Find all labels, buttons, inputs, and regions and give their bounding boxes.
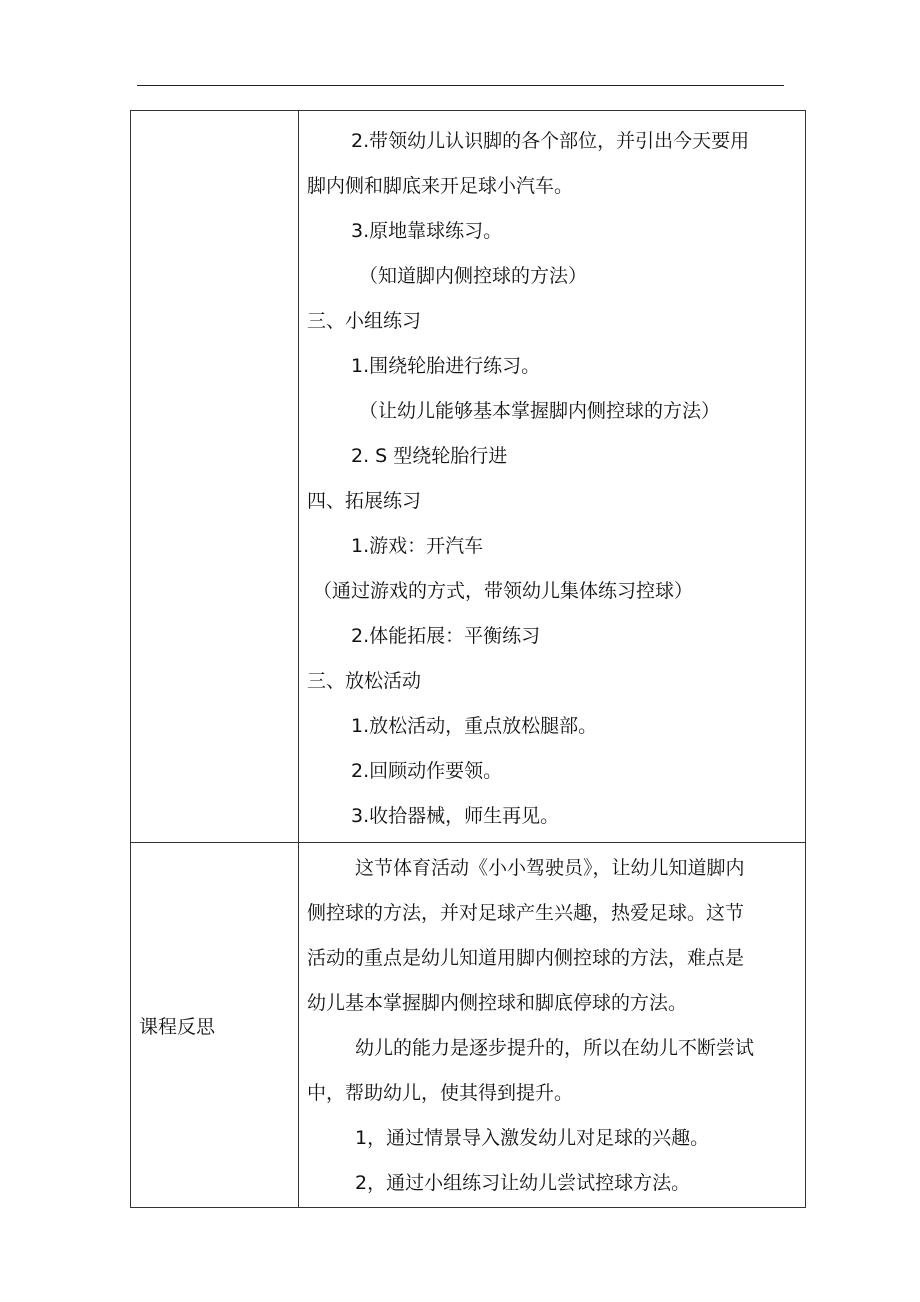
text-line: 1，通过情景导入激发幼儿对足球的兴趣。 — [355, 1127, 710, 1149]
text-line: 2.带领幼儿认识脚的各个部位，并引出今天要用 — [351, 130, 750, 152]
text-line: 这节体育活动《小小驾驶员》，让幼儿知道脚内 — [355, 857, 745, 879]
reflection-content — [299, 843, 805, 1207]
text-line: （让幼儿能够基本掌握脚内侧控球的方法） — [359, 400, 721, 422]
text-line: 脚内侧和脚底来开足球小汽车。 — [307, 175, 574, 197]
text-line: 2.体能拓展：平衡练习 — [351, 625, 541, 647]
text-line: 侧控球的方法，并对足球产生兴趣，热爱足球。这节 — [307, 902, 745, 924]
text-line: 1.围绕轮胎进行练习。 — [351, 355, 541, 377]
text-line: 3.原地靠球练习。 — [351, 220, 503, 242]
text-line: 幼儿基本掌握脚内侧控球和脚底停球的方法。 — [307, 992, 688, 1014]
text-line: 2. S 型绕轮胎行进 — [351, 445, 508, 467]
section-heading: 四、拓展练习 — [307, 490, 422, 512]
table-row-reflection — [131, 842, 805, 1207]
text-line: （通过游戏的方式，带领幼儿集体练习控球） — [313, 580, 694, 602]
row-label-reflection: 课程反思 — [131, 843, 299, 1207]
text-line: （知道脚内侧控球的方法） — [359, 265, 588, 287]
text-line: 1.放松活动，重点放松腿部。 — [351, 715, 598, 737]
text-line: 中，帮助幼儿，使其得到提升。 — [307, 1082, 574, 1104]
process-content — [299, 111, 805, 842]
text-line: 幼儿的能力是逐步提升的，所以在幼儿不断尝试 — [355, 1037, 755, 1059]
table-row-process — [131, 111, 805, 842]
text-line: 2，通过小组练习让幼儿尝试控球方法。 — [355, 1172, 691, 1194]
text-line: 1.游戏：开汽车 — [351, 535, 484, 557]
lesson-table — [130, 110, 806, 1208]
text-line: 3.收拾器械，师生再见。 — [351, 805, 560, 827]
section-heading: 三、放松活动 — [307, 670, 422, 692]
text-line: 2.回顾动作要领。 — [351, 760, 503, 782]
row-label-empty — [131, 111, 299, 842]
header-rule — [137, 85, 784, 86]
section-heading: 三、小组练习 — [307, 310, 422, 332]
text-line: 活动的重点是幼儿知道用脚内侧控球的方法，难点是 — [307, 947, 745, 969]
